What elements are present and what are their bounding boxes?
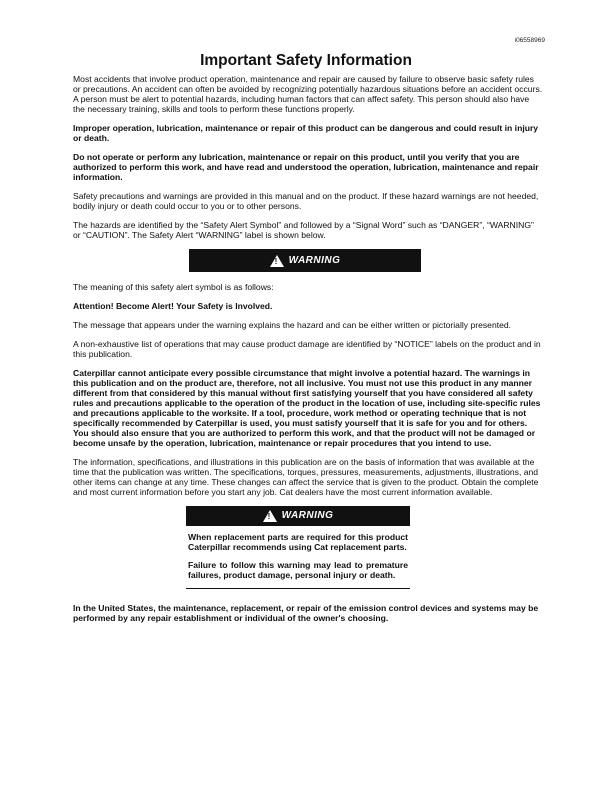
safety-alert-icon: !: [270, 255, 284, 267]
emission-control-statement: In the United States, the maintenance, replacement, or repair of the emission control devices and systems may be performed by any repair establishment or individual of the owner's choosing.: [73, 603, 539, 623]
warning-box-header: [186, 506, 410, 526]
specifications-paragraph: The information, specifications, and illustrations in this publication are on the basis of information that was available at the time that the publication was written. The specifications, torques, pressures, measurements, adjustments, illustrations, and other items can change at any time. These changes can affect the service that is given to the product. Obtain the complete and most current information before you start any job. Cat dealers have the most current information available.: [73, 457, 539, 497]
precautions-paragraph: Safety precautions and warnings are provided in this manual and on the product. If these hazard warnings are not heeded, bodily injury or death could occur to you or to other persons.: [73, 191, 539, 211]
attention-statement: Attention! Become Alert! Your Safety is Involved.: [73, 301, 273, 311]
document-body: [73, 74, 543, 632]
page-title: Important Safety Information: [200, 52, 412, 69]
symbol-meaning-paragraph: The meaning of this safety alert symbol is as follows:: [73, 282, 274, 292]
replacement-parts-warning: [186, 506, 410, 589]
warning-box-divider: [186, 588, 410, 589]
notice-paragraph: A non-exhaustive list of operations that may cause product damage are identified by “NOTICE” labels on the product and in this publication.: [73, 339, 541, 359]
warning-label: [189, 249, 421, 272]
authorization-statement: Do not operate or perform any lubrication, maintenance or repair on this product, until you verify that you are authorized to perform this work, and have read and understood the operation, lubrication, maintenance and repair information.: [73, 152, 539, 182]
warning-label-text: WARNING: [288, 254, 341, 266]
warning-box-line2: Failure to follow this warning may lead to premature failures, product damage, personal injury or death.: [188, 560, 408, 580]
warning-box-title: WARNING: [281, 510, 334, 521]
message-paragraph: The message that appears under the warning explains the hazard and can be either written or pictorially presented.: [73, 320, 512, 330]
danger-statement: Improper operation, lubrication, maintenance or repair of this product can be dangerous and could result in injury or death.: [73, 123, 539, 143]
intro-paragraph: Most accidents that involve product operation, maintenance and repair are caused by failure to observe basic safety rules or precautions. An accident can often be avoided by recognizing potentially hazardous situations before an accident occurs. A person must be alert to potential hazards, including human factors that can affect safety. This person should also have the necessary training, skills and tools to perform these functions properly.: [73, 74, 543, 114]
safety-alert-icon: !: [263, 510, 277, 522]
warning-box-line1: When replacement parts are required for this product Caterpillar recommends using Cat replacement parts.: [188, 532, 408, 552]
document-id: i06558969: [514, 37, 545, 44]
caterpillar-disclaimer: Caterpillar cannot anticipate every possible circumstance that might involve a potential hazard. The warnings in this publication and on the product are, therefore, not all inclusive. You must not use this product in any manner different from that considered by this manual without first satisfying yourself that you have considered all safety rules and precautions applicable to the operation of the product in the location of use, including site-specific rules and precautions applicable to the worksite. If a tool, procedure, work method or operating technique that is not specifically recommended by Caterpillar is used, you must satisfy yourself that it is safe for you and for others. You should also ensure that you are authorized to perform this work, and that the product will not be damaged or become unsafe by the operation, lubrication, maintenance or repair procedures that you intend to use.: [73, 368, 541, 448]
hazard-identification-paragraph: The hazards are identified by the “Safety Alert Symbol” and followed by a “Signal Word” such as “DANGER”, “WARNING” or “CAUTION”. The Safety Alert “WARNING” label is shown below.: [73, 220, 534, 240]
